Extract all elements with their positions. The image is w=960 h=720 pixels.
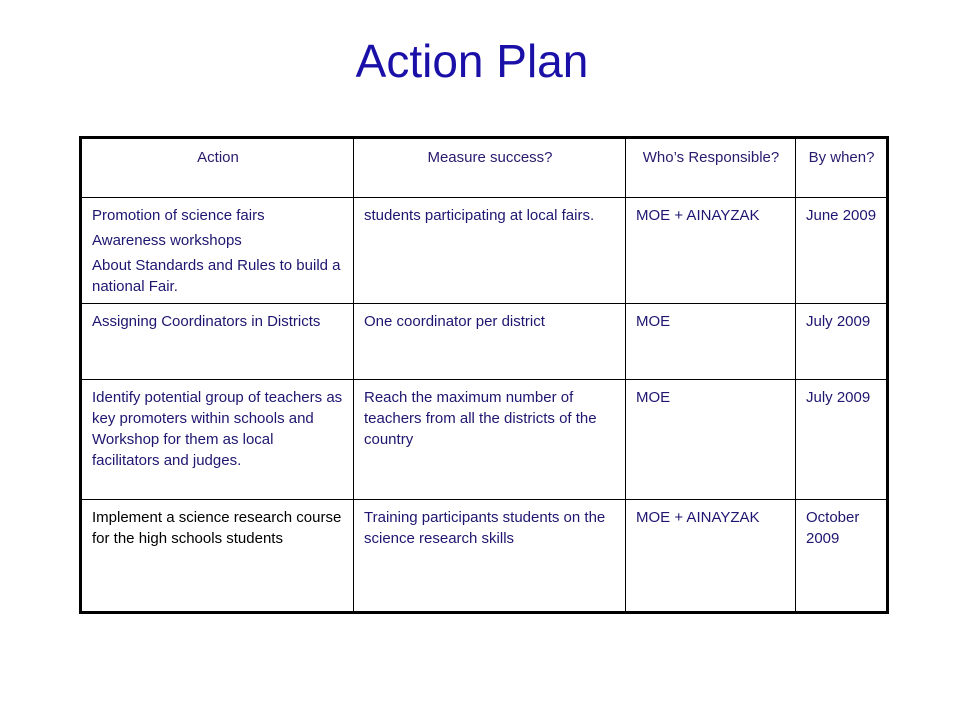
table-row	[81, 380, 888, 500]
action-cell	[81, 198, 354, 304]
responsible-cell: MOE + AINAYZAK	[626, 198, 796, 304]
table-row	[81, 198, 888, 304]
action-line: Assigning Coordinators in Districts	[92, 313, 321, 330]
when-cell: June 2009	[796, 198, 888, 304]
table-header-row	[81, 138, 888, 198]
responsible-cell: MOE	[626, 304, 796, 380]
header-responsible: Who’s Responsible?	[626, 138, 796, 198]
action-cell	[81, 380, 354, 500]
action-line: Identify potential group of teachers as key promoters within schools and Workshop for them as local facilitators and judges.	[92, 389, 343, 469]
action-line: Awareness workshops	[92, 232, 242, 249]
action-line: Implement a science research course for the high schools students	[92, 509, 342, 547]
action-line: About Standards and Rules to build a national Fair.	[92, 257, 341, 295]
page-title: Action Plan	[355, 35, 589, 87]
when-cell: July 2009	[796, 380, 888, 500]
when-cell: July 2009	[796, 304, 888, 380]
action-cell	[81, 500, 354, 613]
table-row	[81, 500, 888, 613]
table-row	[81, 304, 888, 380]
action-plan-table	[79, 136, 889, 614]
measure-cell: Training participants students on the science research skills	[354, 500, 626, 613]
responsible-cell: MOE + AINAYZAK	[626, 500, 796, 613]
action-line: Promotion of science fairs	[92, 207, 265, 224]
measure-cell: students participating at local fairs.	[354, 198, 626, 304]
measure-cell: Reach the maximum number of teachers from all the districts of the country	[354, 380, 626, 500]
header-action: Action	[81, 138, 354, 198]
measure-cell: One coordinator per district	[354, 304, 626, 380]
when-cell: October 2009	[796, 500, 888, 613]
header-measure-success: Measure success?	[354, 138, 626, 198]
header-by-when: By when?	[796, 138, 888, 198]
responsible-cell: MOE	[626, 380, 796, 500]
action-cell	[81, 304, 354, 380]
